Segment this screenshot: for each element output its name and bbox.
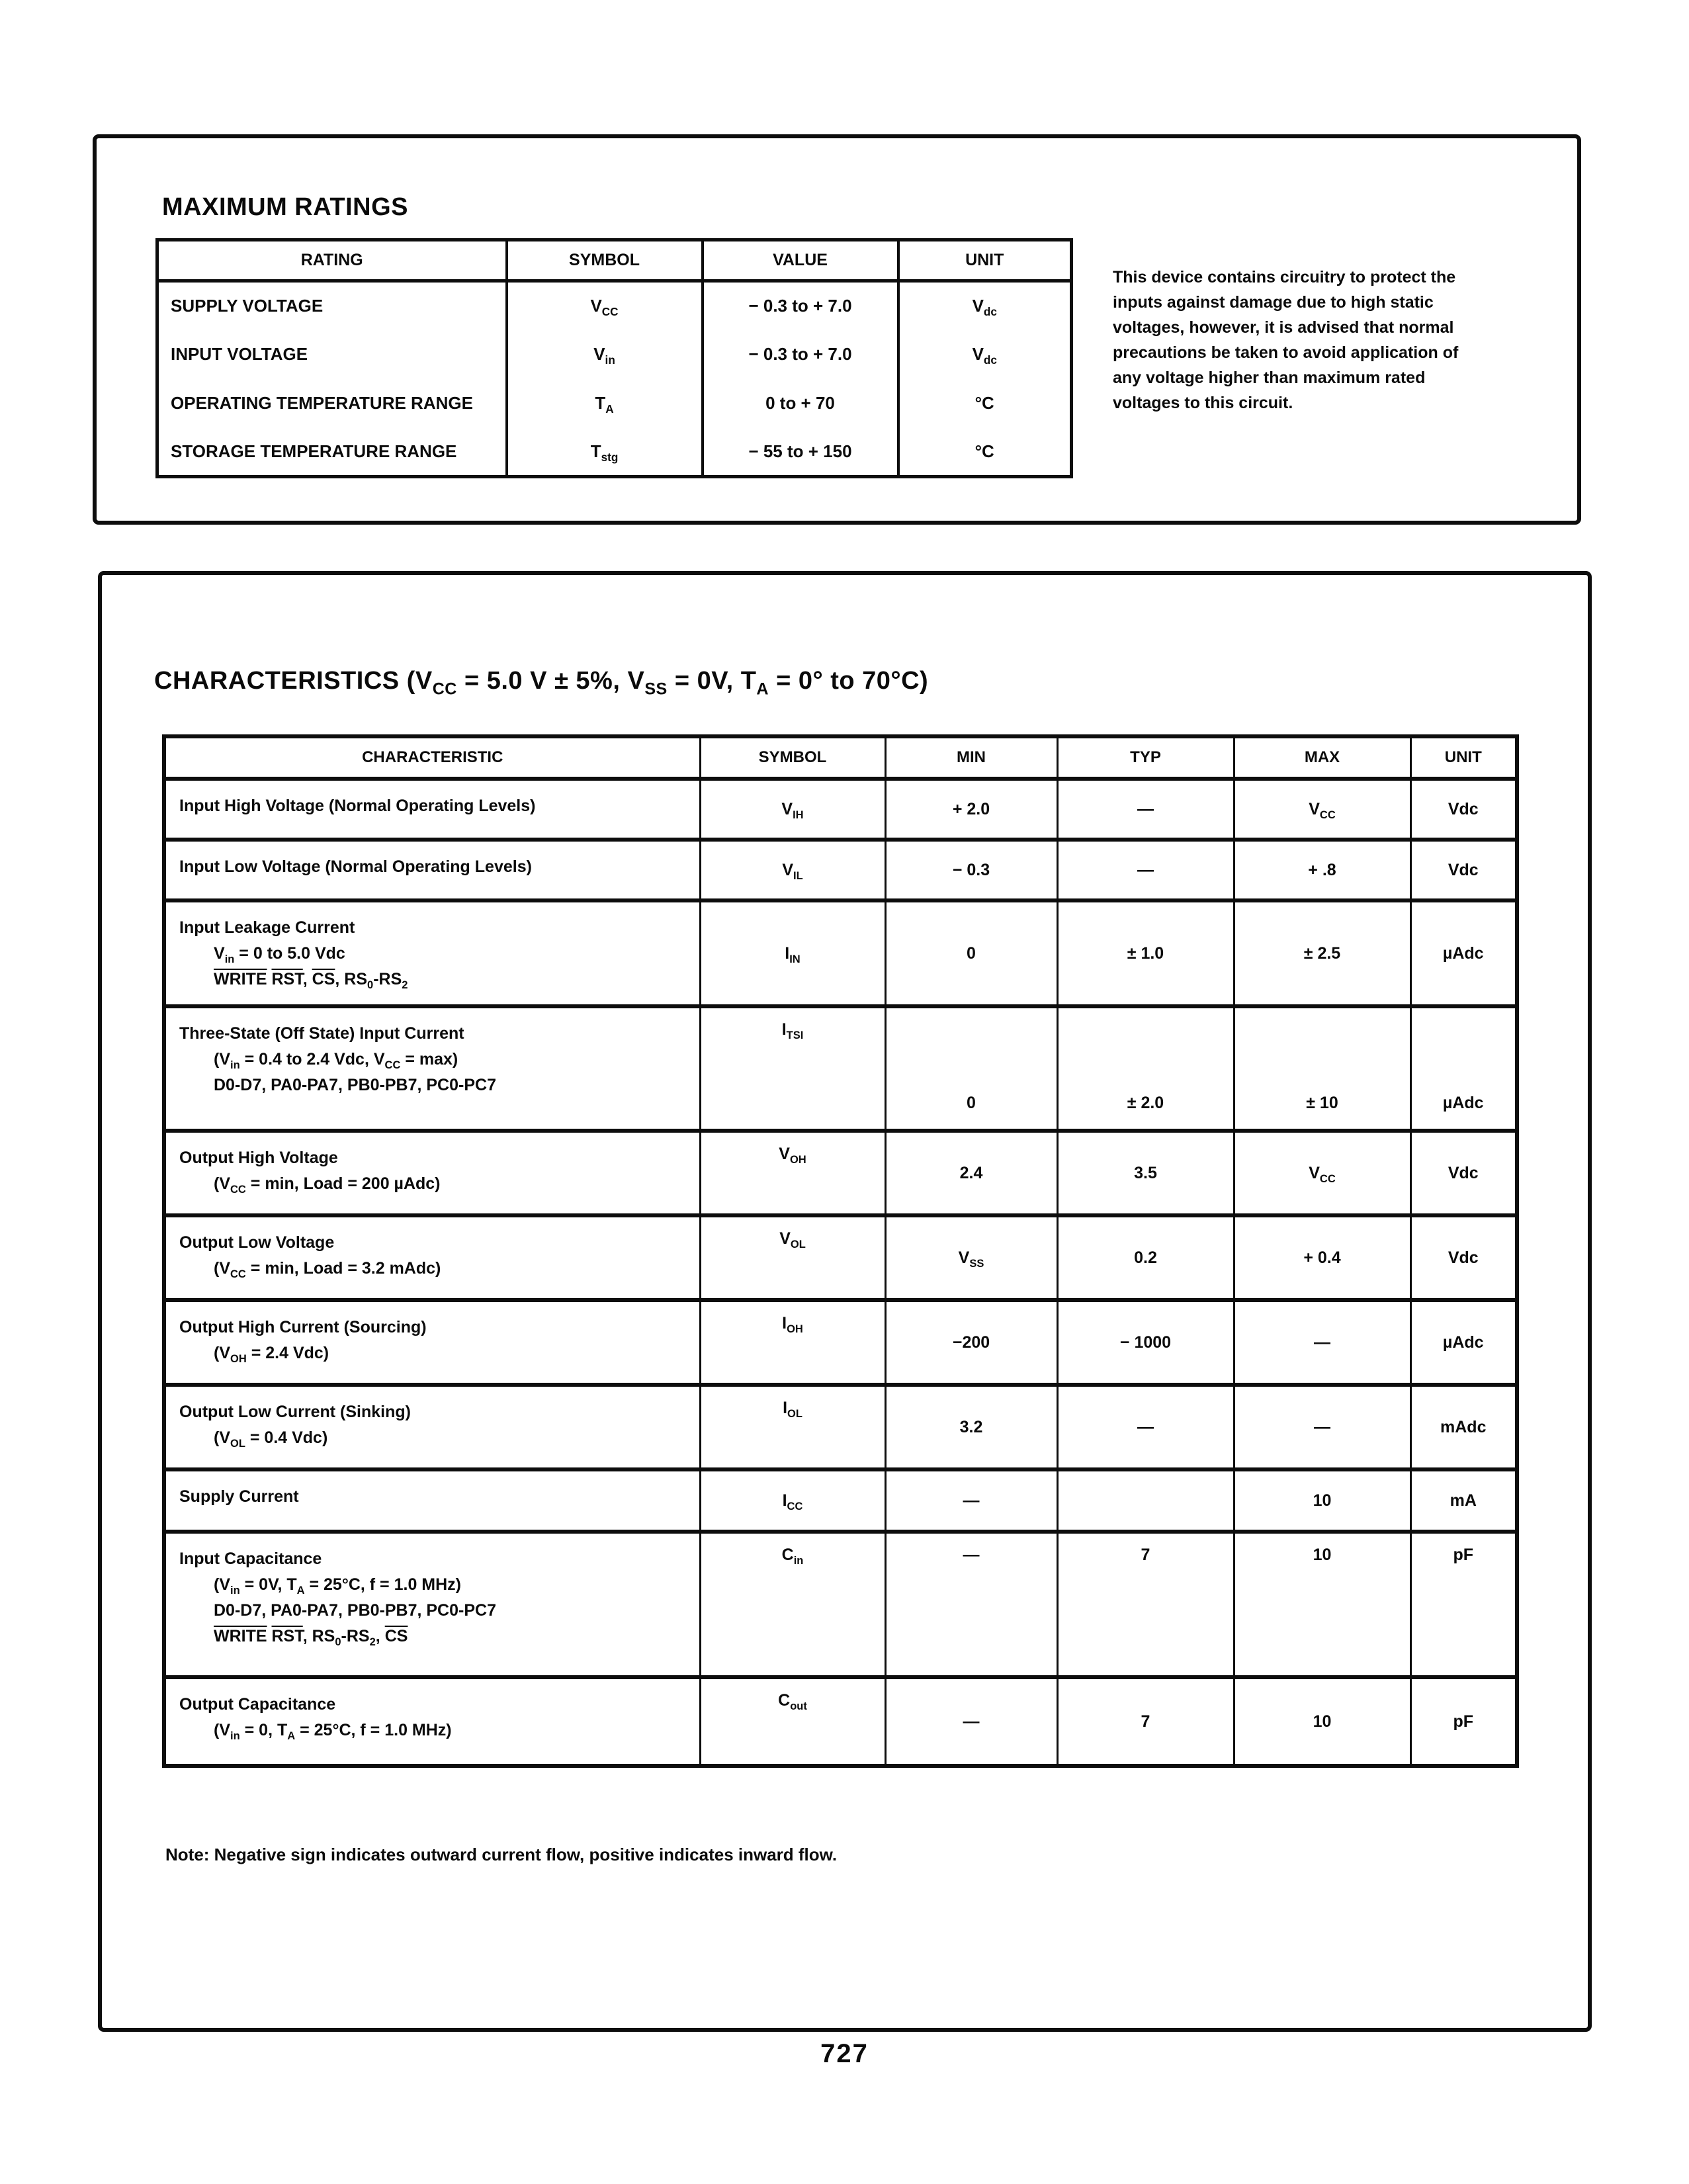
typ-cell [1057,1469,1234,1532]
column-header: SYMBOL [507,240,703,281]
min-cell: — [885,1469,1057,1532]
typ-cell: − 1000 [1057,1300,1234,1385]
min-cell: — [885,1532,1057,1677]
symbol-cell: $V_{CC}$ [507,281,703,330]
characteristic-cell: Three-State (Off State) Input Current ($V_{in} = 0.4$ to 2.4 Vdc, $V_{CC} = \max$) D0-D7, PA0-PA7, PB0-PB7, PC0-PC7 [164,1006,700,1131]
symbol-cell: $T_A$ [507,379,703,428]
table-row [164,1469,1517,1532]
table-row [164,1215,1517,1300]
min-cell: 0 [885,900,1057,1006]
min-cell: 0 [885,1006,1057,1131]
max-cell: + .8 [1234,840,1410,900]
table-row [164,1131,1517,1215]
symbol-cell: $C_{in}$ [700,1532,885,1677]
value-cell: − 55 to + 150 [703,428,898,477]
maximum-ratings-title: MAXIMUM RATINGS [162,193,408,221]
column-header: CHARACTERISTIC [164,736,700,779]
symbol-cell: $I_{TSI}$ [700,1006,885,1131]
value-cell: − 0.3 to + 7.0 [703,330,898,379]
page-number: 727 [820,2039,869,2068]
characteristics-table [162,734,1519,1768]
characteristic-cell: Input Capacitance ($V_{in} = 0V$, $T_A = 25^\circ C$, f = 1.0 MHz) D0-D7, PA0-PA7, PB0-PB7, PC0-PC7 WRITE $\overline{RST}$, $RS_0-RS_2$, $\overline{CS}$ [164,1532,700,1677]
max-cell: — [1234,1300,1410,1385]
unit-cell: µAdc [1410,900,1517,1006]
typ-cell: ± 2.0 [1057,1006,1234,1131]
table-row [164,840,1517,900]
symbol-cell: $I_{OH}$ [700,1300,885,1385]
typ-cell: 7 [1057,1532,1234,1677]
characteristics-title: CHARACTERISTICS ($V_{CC} = 5.0$ V ± 5%, $V_{SS} = 0V$, $T_A = 0^\circ$ to 70°C) [154,667,929,699]
unit-cell: Vdc [1410,840,1517,900]
typ-cell: 0.2 [1057,1215,1234,1300]
min-cell: 3.2 [885,1385,1057,1469]
table-row [164,1677,1517,1766]
table-row [164,1006,1517,1131]
table-row [157,379,1072,428]
column-header: SYMBOL [700,736,885,779]
typ-cell: — [1057,840,1234,900]
table-row [164,1385,1517,1469]
table-row [164,1532,1517,1677]
symbol-cell: $I_{OL}$ [700,1385,885,1469]
unit-cell: $V_{dc}$ [972,296,997,319]
rating-cell: INPUT VOLTAGE [157,330,507,379]
column-header: TYP [1057,736,1234,779]
table-row [157,281,1072,330]
column-header: UNIT [898,240,1072,281]
characteristic-cell: Output High Voltage ($V_{CC} = \min$, Load = 200 µAdc) [164,1131,700,1215]
characteristic-cell: Input Low Voltage (Normal Operating Levels) [164,840,700,900]
symbol-cell: $V_{IL}$ [700,840,885,900]
min-cell: − 0.3 [885,840,1057,900]
rating-cell: SUPPLY VOLTAGE [157,281,507,330]
unit-cell: µAdc [1410,1006,1517,1131]
symbol-cell: $C_{out}$ [700,1677,885,1766]
column-header: VALUE [703,240,898,281]
min-cell: $V_{SS}$ [885,1215,1057,1300]
symbol-cell: $T_{stg}$ [507,428,703,477]
column-header: UNIT [1410,736,1517,779]
characteristic-cell: Output Low Voltage ($V_{CC} = \min$, Load = 3.2 mAdc) [164,1215,700,1300]
symbol-cell: $V_{OL}$ [700,1215,885,1300]
characteristic-cell: Output Low Current (Sinking) ($V_{OL} = 0.4$ Vdc) [164,1385,700,1469]
unit-cell: mAdc [1410,1385,1517,1469]
column-header: MIN [885,736,1057,779]
characteristic-cell: Output Capacitance ($V_{in} = 0$, $T_A = 25^\circ C$, f = 1.0 MHz) [164,1677,700,1766]
typ-cell: — [1057,779,1234,840]
min-cell: 2.4 [885,1131,1057,1215]
table-row [164,1300,1517,1385]
max-cell: ± 10 [1234,1006,1410,1131]
table-row [164,900,1517,1006]
value-cell: 0 to + 70 [703,379,898,428]
static-protection-note: This device contains circuitry to protect the inputs against damage due to high static voltages, however, it is advised that normal precautions be taken to avoid application of any voltage higher than maximum rated voltages to this circuit. [1113,268,1459,412]
symbol-cell: $V_{in}$ [507,330,703,379]
max-cell: ± 2.5 [1234,900,1410,1006]
max-cell: $V_{CC}$ [1234,779,1410,840]
symbol-cell: $I_{IN}$ [700,900,885,1006]
column-header: MAX [1234,736,1410,779]
rating-cell: OPERATING TEMPERATURE RANGE [157,379,507,428]
characteristic-cell: Output High Current (Sourcing) ($V_{OH} = 2.4$ Vdc) [164,1300,700,1385]
typ-cell: 3.5 [1057,1131,1234,1215]
symbol-cell: $I_{CC}$ [700,1469,885,1532]
characteristic-cell: Input Leakage Current $V_{in} = 0$ to 5.0 Vdc WRITE $\overline{RST}$, $\overline{CS}$, $RS_0-RS_2$ [164,900,700,1006]
unit-cell: $V_{dc}$ [972,344,997,367]
table-row [157,330,1072,379]
maximum-ratings-table [155,238,1073,478]
unit-cell: °C [974,393,994,413]
unit-cell: mA [1410,1469,1517,1532]
min-cell: — [885,1677,1057,1766]
unit-cell: Vdc [1410,1131,1517,1215]
max-cell: 10 [1234,1677,1410,1766]
characteristic-cell: Supply Current [164,1469,700,1532]
typ-cell: ± 1.0 [1057,900,1234,1006]
unit-cell: Vdc [1410,779,1517,840]
rating-cell: STORAGE TEMPERATURE RANGE [157,428,507,477]
table-row [164,779,1517,840]
typ-cell: — [1057,1385,1234,1469]
max-cell: — [1234,1385,1410,1469]
min-cell: + 2.0 [885,779,1057,840]
typ-cell: 7 [1057,1677,1234,1766]
column-header: RATING [157,240,507,281]
symbol-cell: $V_{IH}$ [700,779,885,840]
characteristic-cell: Input High Voltage (Normal Operating Levels) [164,779,700,840]
unit-cell: pF [1453,1712,1474,1731]
unit-cell: °C [974,441,994,461]
max-cell: 10 [1234,1532,1410,1677]
value-cell: − 0.3 to + 7.0 [703,281,898,330]
unit-cell: µAdc [1410,1300,1517,1385]
symbol-cell: $V_{OH}$ [700,1131,885,1215]
max-cell: 10 [1234,1469,1410,1532]
current-flow-note: Note: Negative sign indicates outward current flow, positive indicates inward flow. [165,1845,838,1864]
table-row [157,428,1072,477]
max-cell: $V_{CC}$ [1234,1131,1410,1215]
min-cell: −200 [885,1300,1057,1385]
max-cell: + 0.4 [1234,1215,1410,1300]
unit-cell: Vdc [1410,1215,1517,1300]
unit-cell: pF [1410,1532,1517,1677]
